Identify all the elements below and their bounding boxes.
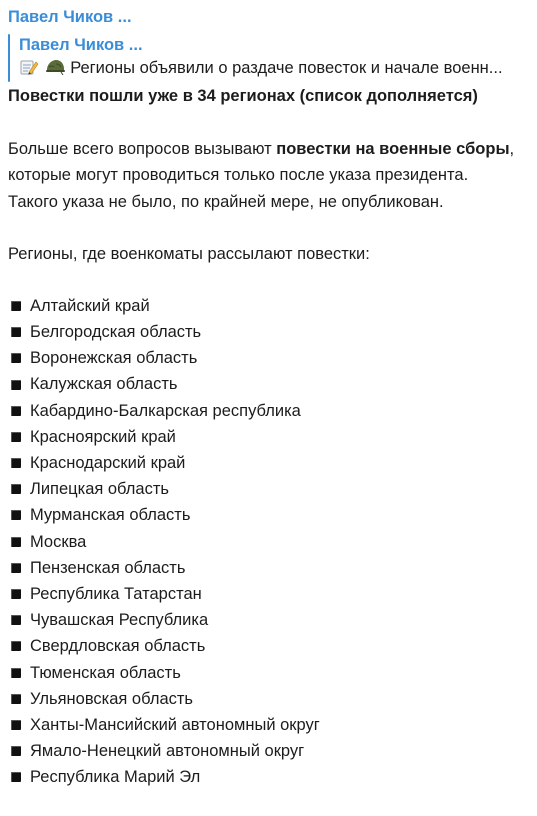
list-item — [8, 450, 532, 476]
black-square-icon — [11, 641, 21, 651]
region-name: Красноярский край — [30, 427, 176, 446]
region-name: Республика Марий Эл — [30, 768, 201, 787]
list-item — [8, 555, 532, 581]
region-name: Свердловская область — [30, 637, 206, 656]
region-name: Кабардино-Балкарская республика — [30, 401, 301, 420]
black-square-icon — [11, 510, 21, 520]
black-square-icon — [11, 484, 21, 494]
reply-text-content: Регионы объявили о раздаче повесток и начале военн... — [70, 59, 503, 77]
region-name: Республика Татарстан — [30, 584, 202, 603]
black-square-icon — [11, 353, 21, 363]
military-helmet-icon — [45, 58, 65, 76]
region-name: Ямало-Ненецкий автономный округ — [30, 742, 305, 761]
list-item — [8, 293, 532, 319]
reply-body — [19, 34, 532, 82]
region-name: Белгородская область — [30, 323, 202, 342]
reply-bar — [8, 34, 10, 82]
region-name: Пензенская область — [30, 558, 186, 577]
message-paragraph — [8, 136, 518, 215]
memo-icon — [19, 58, 39, 76]
black-square-icon — [11, 720, 21, 730]
list-item — [8, 738, 532, 764]
list-item — [8, 319, 532, 345]
list-intro: Регионы, где военкоматы рассылают повестки: — [8, 244, 370, 263]
message-author[interactable]: Павел Чиков ... — [8, 8, 132, 26]
black-square-icon — [11, 301, 21, 311]
message — [8, 0, 532, 790]
black-square-icon — [11, 615, 21, 625]
black-square-icon — [11, 668, 21, 678]
list-item — [8, 476, 532, 502]
black-square-icon — [11, 406, 21, 416]
black-square-icon — [11, 327, 21, 337]
black-square-icon — [11, 563, 21, 573]
list-item — [8, 764, 532, 790]
list-item — [8, 581, 532, 607]
region-name: Москва — [30, 532, 87, 551]
reply-text — [19, 56, 531, 80]
region-name: Краснодарский край — [30, 454, 186, 473]
region-name: Чувашская Республика — [30, 611, 209, 630]
list-item — [8, 371, 532, 397]
region-name: Мурманская область — [30, 506, 191, 525]
region-name: Воронежская область — [30, 349, 198, 368]
region-name: Алтайский край — [30, 296, 150, 315]
list-item — [8, 633, 532, 659]
paragraph-text-after: , которые могут проводиться только после указа президента. Такого указа не было, по крайней мере, не опубликован. — [8, 140, 515, 211]
black-square-icon — [11, 380, 21, 390]
reply-author: Павел Чиков ... — [19, 36, 143, 54]
paragraph-text-bold: повестки на военные сборы — [276, 140, 510, 158]
list-item — [8, 712, 532, 738]
reply-quote[interactable] — [8, 34, 532, 82]
region-name: Тюменская область — [30, 663, 181, 682]
paragraph-text-before: Больше всего вопросов вызывают — [8, 140, 277, 158]
list-item — [8, 686, 532, 712]
black-square-icon — [11, 432, 21, 442]
list-item — [8, 502, 532, 528]
list-item — [8, 345, 532, 371]
list-item — [8, 607, 532, 633]
list-item — [8, 424, 532, 450]
black-square-icon — [11, 694, 21, 704]
region-name: Ханты-Мансийский автономный округ — [30, 715, 320, 734]
black-square-icon — [11, 772, 21, 782]
regions-list — [8, 293, 532, 791]
region-name: Ульяновская область — [30, 689, 194, 708]
list-item — [8, 529, 532, 555]
black-square-icon — [11, 589, 21, 599]
black-square-icon — [11, 537, 21, 547]
list-item — [8, 660, 532, 686]
black-square-icon — [11, 746, 21, 756]
message-headline: Повестки пошли уже в 34 регионах (список дополняется) — [8, 87, 478, 105]
list-item — [8, 398, 532, 424]
region-name: Калужская область — [30, 375, 178, 394]
region-name: Липецкая область — [30, 480, 169, 499]
black-square-icon — [11, 458, 21, 468]
